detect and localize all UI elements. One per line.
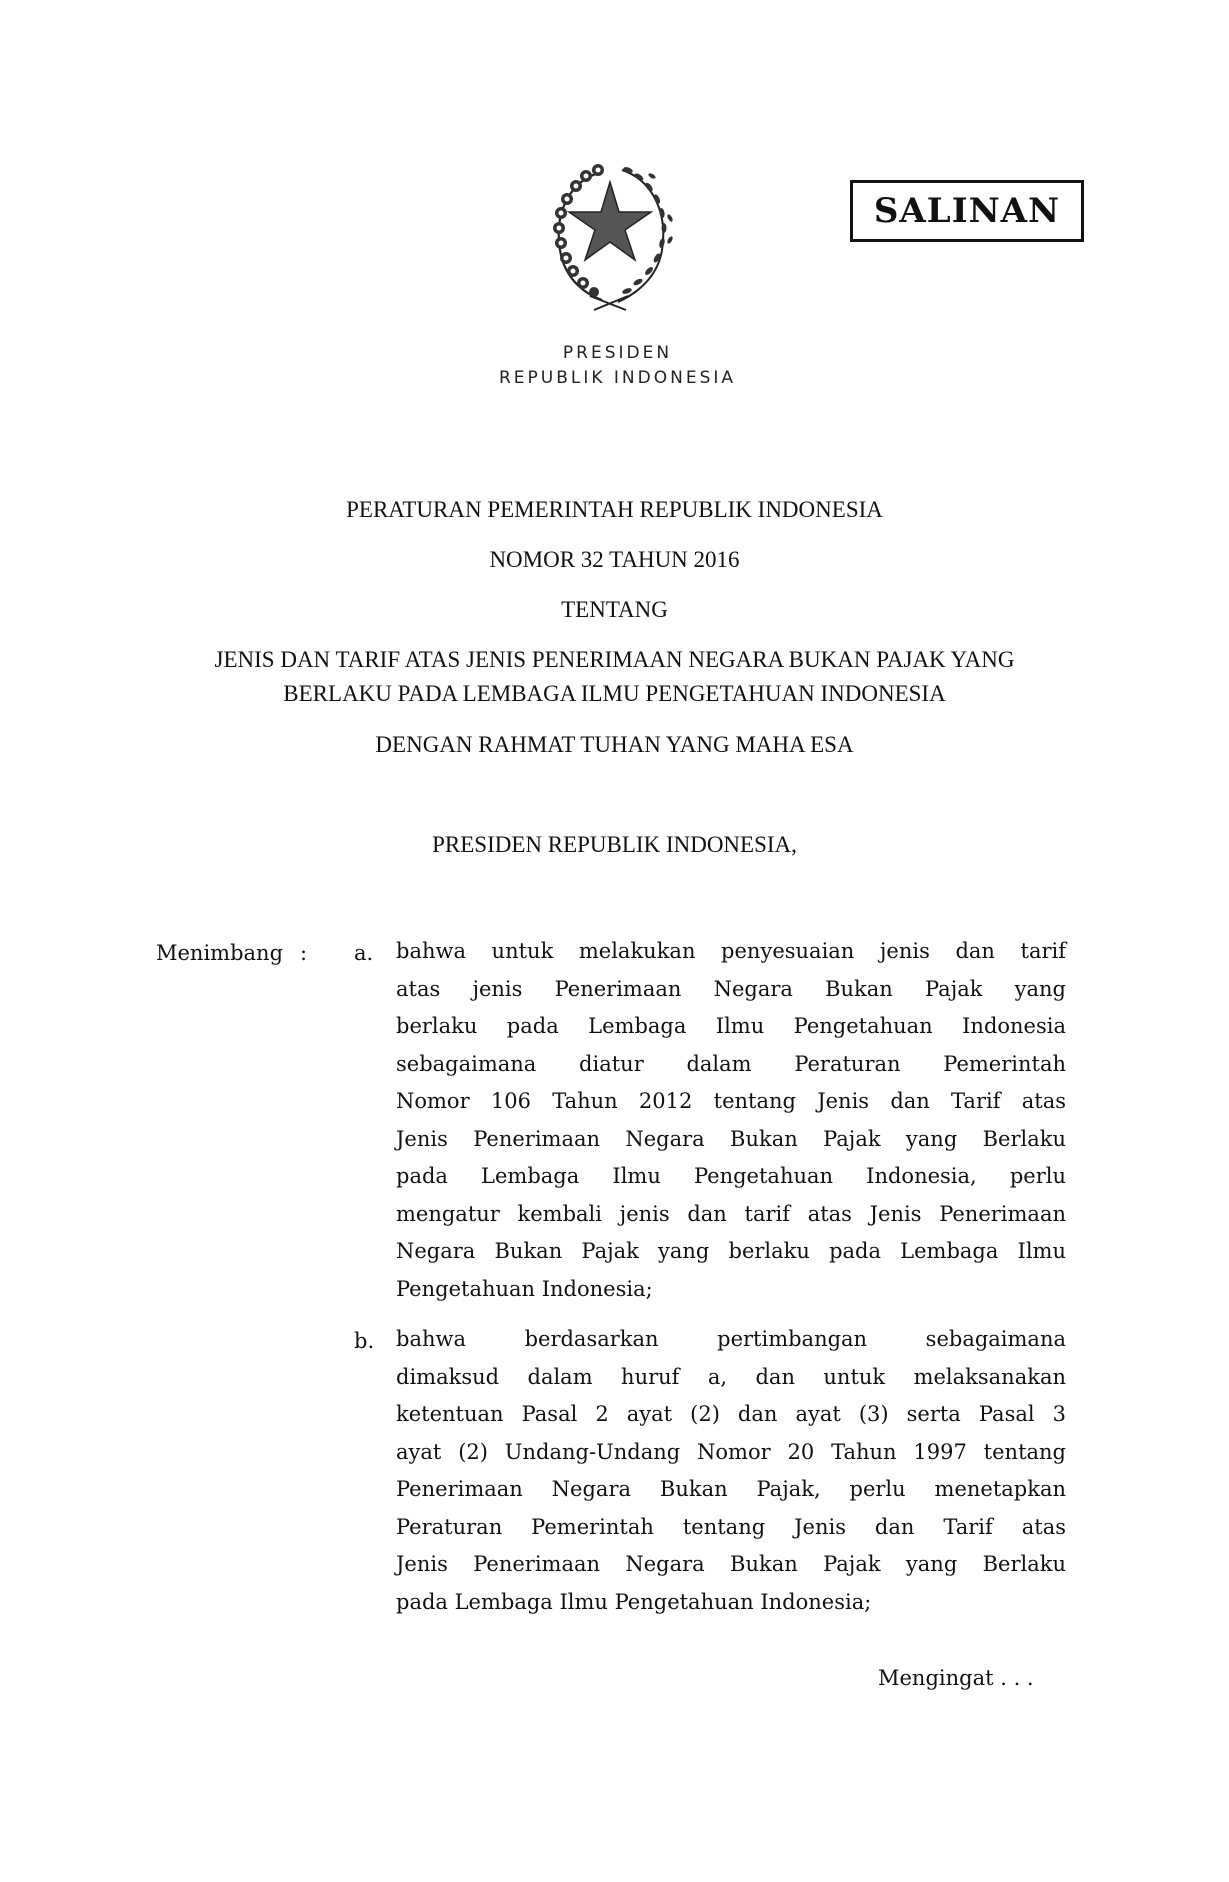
item-b-marker: b. xyxy=(354,1329,375,1353)
item-a-line: Jenis Penerimaan Negara Bukan Pajak yang Berlaku xyxy=(396,1126,1066,1151)
regulation-type-title: PERATURAN PEMERINTAH REPUBLIK INDONESIA xyxy=(346,497,883,522)
subject-line-2: BERLAKU PADA LEMBAGA ILMU PENGETAHUAN INDONESIA xyxy=(283,681,946,706)
item-b-line: Jenis Penerimaan Negara Bukan Pajak yang Berlaku xyxy=(396,1552,1066,1576)
tentang-label: TENTANG xyxy=(561,597,668,622)
invocation: DENGAN RAHMAT TUHAN YANG MAHA ESA xyxy=(375,732,854,757)
item-b-body xyxy=(396,1321,1066,1621)
continuation-catchword: Mengingat . . . xyxy=(878,1666,1034,1690)
item-a-body xyxy=(396,933,1066,1308)
item-a-line: pada Lembaga Ilmu Pengetahuan Indonesia, perlu xyxy=(396,1164,1066,1188)
item-b-line: pada Lembaga Ilmu Pengetahuan Indonesia; xyxy=(396,1589,872,1614)
item-b-line: Peraturan Pemerintah tentang Jenis dan Tarif atas xyxy=(396,1514,1066,1539)
item-b-line: ketentuan Pasal 2 ayat (2) dan ayat (3) serta Pasal 3 xyxy=(396,1402,1066,1426)
salinan-stamp xyxy=(850,180,1084,242)
item-b-line: bahwa berdasarkan pertimbangan sebagaimana xyxy=(396,1327,1066,1351)
subject-line-1: JENIS DAN TARIF ATAS JENIS PENERIMAAN NEGARA BUKAN PAJAK YANG xyxy=(214,647,1015,672)
salinan-label: SALINAN xyxy=(873,191,1061,231)
item-a-line: sebagaimana diatur dalam Peraturan Pemerintah xyxy=(396,1051,1066,1076)
item-b-line: ayat (2) Undang-Undang Nomor 20 Tahun 1997 tentang xyxy=(396,1439,1066,1464)
item-a-line: Nomor 106 Tahun 2012 tentang Jenis dan Tarif atas xyxy=(396,1089,1066,1113)
menimbang-colon: : xyxy=(300,941,308,965)
item-b-line: dimaksud dalam huruf a, dan untuk melaksanakan xyxy=(396,1364,1066,1389)
issuer: PRESIDEN REPUBLIK INDONESIA, xyxy=(432,832,797,857)
item-a-line: Negara Bukan Pajak yang berlaku pada Lembaga Ilmu xyxy=(396,1239,1066,1263)
item-a-line: mengatur kembali jenis dan tarif atas Jenis Penerimaan xyxy=(396,1201,1066,1226)
item-b-line: Penerimaan Negara Bukan Pajak, perlu menetapkan xyxy=(396,1477,1066,1501)
regulation-number: NOMOR 32 TAHUN 2016 xyxy=(489,547,740,572)
office-line-republik: REPUBLIK INDONESIA xyxy=(498,368,737,388)
office-line-presiden: PRESIDEN xyxy=(562,343,673,363)
item-a-line: atas jenis Penerimaan Negara Bukan Pajak yang xyxy=(396,976,1066,1001)
item-a-line: berlaku pada Lembaga Ilmu Pengetahuan Indonesia xyxy=(396,1014,1066,1038)
item-a-line: bahwa untuk melakukan penyesuaian jenis dan tarif xyxy=(396,939,1066,963)
presidential-emblem-icon xyxy=(540,150,680,315)
menimbang-label: Menimbang xyxy=(156,941,284,965)
item-a-marker: a. xyxy=(354,941,374,965)
item-a-line: Pengetahuan Indonesia; xyxy=(396,1276,653,1301)
